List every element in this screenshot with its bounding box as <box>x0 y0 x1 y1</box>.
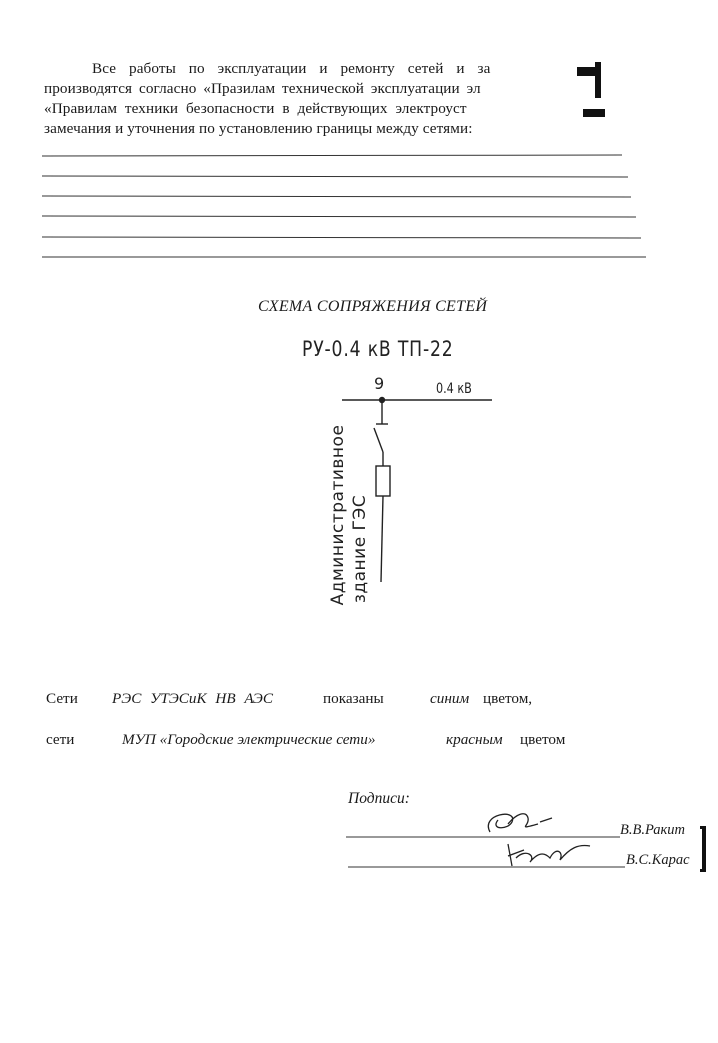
legend-row1-color: синим <box>430 690 470 707</box>
remarks-line <box>42 176 628 177</box>
legend-row2-org: МУП «Городские электрические сети» <box>122 731 376 748</box>
building-label-line2: здание ГЭС <box>350 494 370 604</box>
intro-line-2: производятся согласно «Празилам технической эксплуатации эл <box>44 80 481 97</box>
building-label-line1: Административное <box>328 424 348 606</box>
switch-blade <box>374 428 383 452</box>
legend-row1-prefix: Сети <box>46 690 78 707</box>
legend-row1-shown: показаны <box>323 690 384 707</box>
remarks-lines <box>0 0 718 270</box>
intro-line-1: Все работы по эксплуатации и ремонту сетей и за <box>92 60 491 77</box>
signatures-title: Подписи: <box>348 790 410 807</box>
legend-row1-org: РЭС УТЭСиК НВ АЭС <box>112 690 274 707</box>
handwritten-signature-2 <box>508 844 590 866</box>
cable-line <box>381 496 383 582</box>
feeder-number: 9 <box>374 374 385 393</box>
remarks-line <box>42 196 631 197</box>
remarks-line <box>42 216 636 217</box>
scheme-title: СХЕМА СОПРЯЖЕНИЯ СЕТЕЙ <box>258 298 488 315</box>
legend-row2-color: красным <box>446 731 503 748</box>
signature-name-1: В.В.Ракит <box>620 822 686 838</box>
remarks-line <box>42 155 622 156</box>
remarks-line <box>42 237 641 238</box>
scan-edge-bracket <box>700 820 714 878</box>
switchgear-label: РУ-0.4 кВ ТП-22 <box>302 337 454 361</box>
handwritten-signature-1 <box>488 814 552 832</box>
legend-row2-prefix: сети <box>46 731 75 748</box>
intro-line-3: «Правилам техники безопасности в действующих электроуст <box>44 100 467 117</box>
fuse-symbol <box>376 466 390 496</box>
signature-lines <box>340 800 640 880</box>
legend-row1-suffix: цветом, <box>483 690 533 707</box>
legend-row2-suffix: цветом <box>520 731 566 748</box>
intro-line-4: замечания и уточнения по установлению границы между сетями: <box>44 120 473 137</box>
bus-voltage-label: 0.4 кВ <box>436 381 472 397</box>
signature-name-2: В.С.Карас <box>626 852 690 868</box>
